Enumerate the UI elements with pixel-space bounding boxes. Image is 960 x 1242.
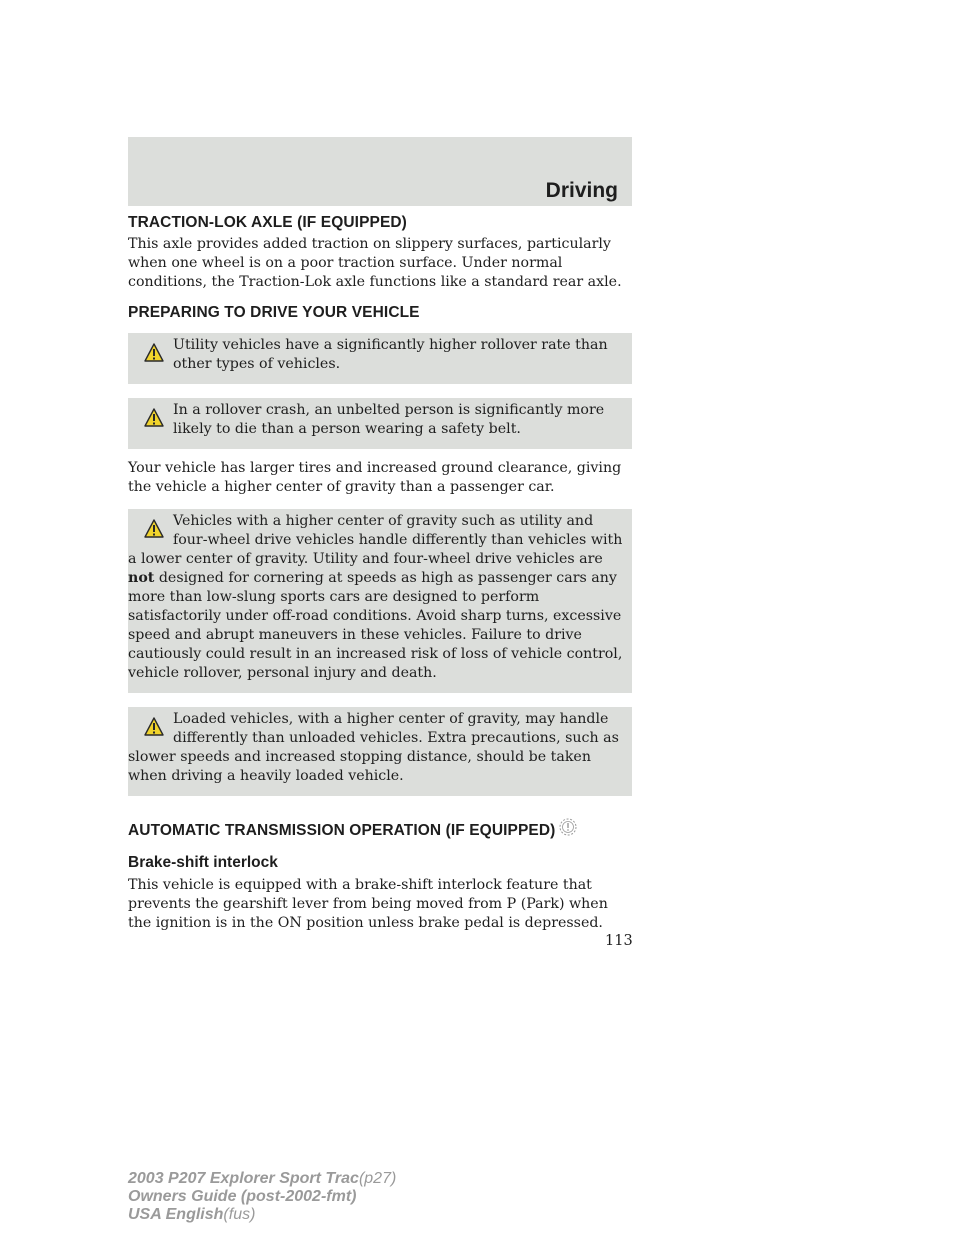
footer-language: USA English — [128, 1206, 224, 1223]
warning-text-emphasis: not — [128, 570, 155, 586]
warning-triangle-icon — [128, 512, 173, 550]
footer-model: 2003 P207 Explorer Sport Trac — [128, 1170, 359, 1187]
chapter-header — [128, 137, 632, 206]
warning-text-rollover-rate: Utility vehicles have a significantly higher rollover rate than other types of vehicles. — [173, 337, 608, 372]
warning-text-center-of-gravity — [128, 512, 628, 683]
traction-lok-body: This axle provides added traction on slippery surfaces, particularly when one wheel is on a poor traction surface. Under normal conditions, the Traction-Lok axle functions like a standard rear axle. — [128, 236, 622, 290]
page-number: 113 — [605, 933, 633, 949]
preparing-heading: PREPARING TO DRIVE YOUR VEHICLE — [128, 304, 420, 321]
warning-triangle-icon — [128, 401, 173, 439]
transmission-heading — [128, 816, 632, 843]
page-content — [128, 214, 632, 933]
transmission-heading-text: AUTOMATIC TRANSMISSION OPERATION (IF EQUIPPED) — [128, 822, 556, 839]
warning-box-unbelted — [128, 398, 632, 449]
warning-triangle-icon — [128, 336, 173, 374]
chapter-title: Driving — [545, 179, 618, 202]
footer-model-code: (p27) — [358, 1170, 397, 1187]
ground-clearance-body: Your vehicle has larger tires and increased ground clearance, giving the vehicle a higher center of gravity than a passenger car. — [128, 460, 622, 495]
footer-language-code: (fus) — [223, 1206, 256, 1223]
warning-text-part-b: designed for cornering at speeds as high as passenger cars any more than low-slung sports cars are designed to perform satisfactorily under off-road conditions. Avoid sharp turns, excessive speed and abrupt maneuvers in these vehicles. Failure to drive cautiously could result in an increased risk of loss of vehicle control, vehicle rollover, personal injury and death. — [128, 570, 623, 681]
document-footer — [128, 1170, 396, 1224]
footer-guide: Owners Guide (post-2002-fmt) — [128, 1188, 357, 1205]
warning-text-loaded-vehicles: Loaded vehicles, with a higher center of gravity, may handle differently than unloaded vehicles. Extra precautions, such as slower speeds and increased stopping distance, should be taken when driving a heavily loaded vehicle. — [128, 711, 619, 784]
warning-box-center-of-gravity — [128, 509, 632, 693]
gear-icon — [557, 816, 579, 843]
traction-lok-heading: TRACTION-LOK AXLE (IF EQUIPPED) — [128, 214, 407, 231]
warning-box-rollover-rate — [128, 333, 632, 384]
brake-shift-subheading: Brake-shift interlock — [128, 854, 278, 871]
warning-text-unbelted: In a rollover crash, an unbelted person is significantly more likely to die than a person wearing a safety belt. — [173, 402, 605, 437]
brake-shift-body: This vehicle is equipped with a brake-shift interlock feature that prevents the gearshift lever from being moved from P (Park) when the ignition is in the ON position unless brake pedal is depressed. — [128, 877, 608, 931]
warning-triangle-icon — [128, 710, 173, 748]
warning-box-loaded-vehicles — [128, 707, 632, 796]
warning-text-part-a: Vehicles with a higher center of gravity such as utility and four-wheel drive vehicles handle differently than vehicles with a lower center of gravity. Utility and four-wheel drive vehicles are — [128, 513, 623, 567]
